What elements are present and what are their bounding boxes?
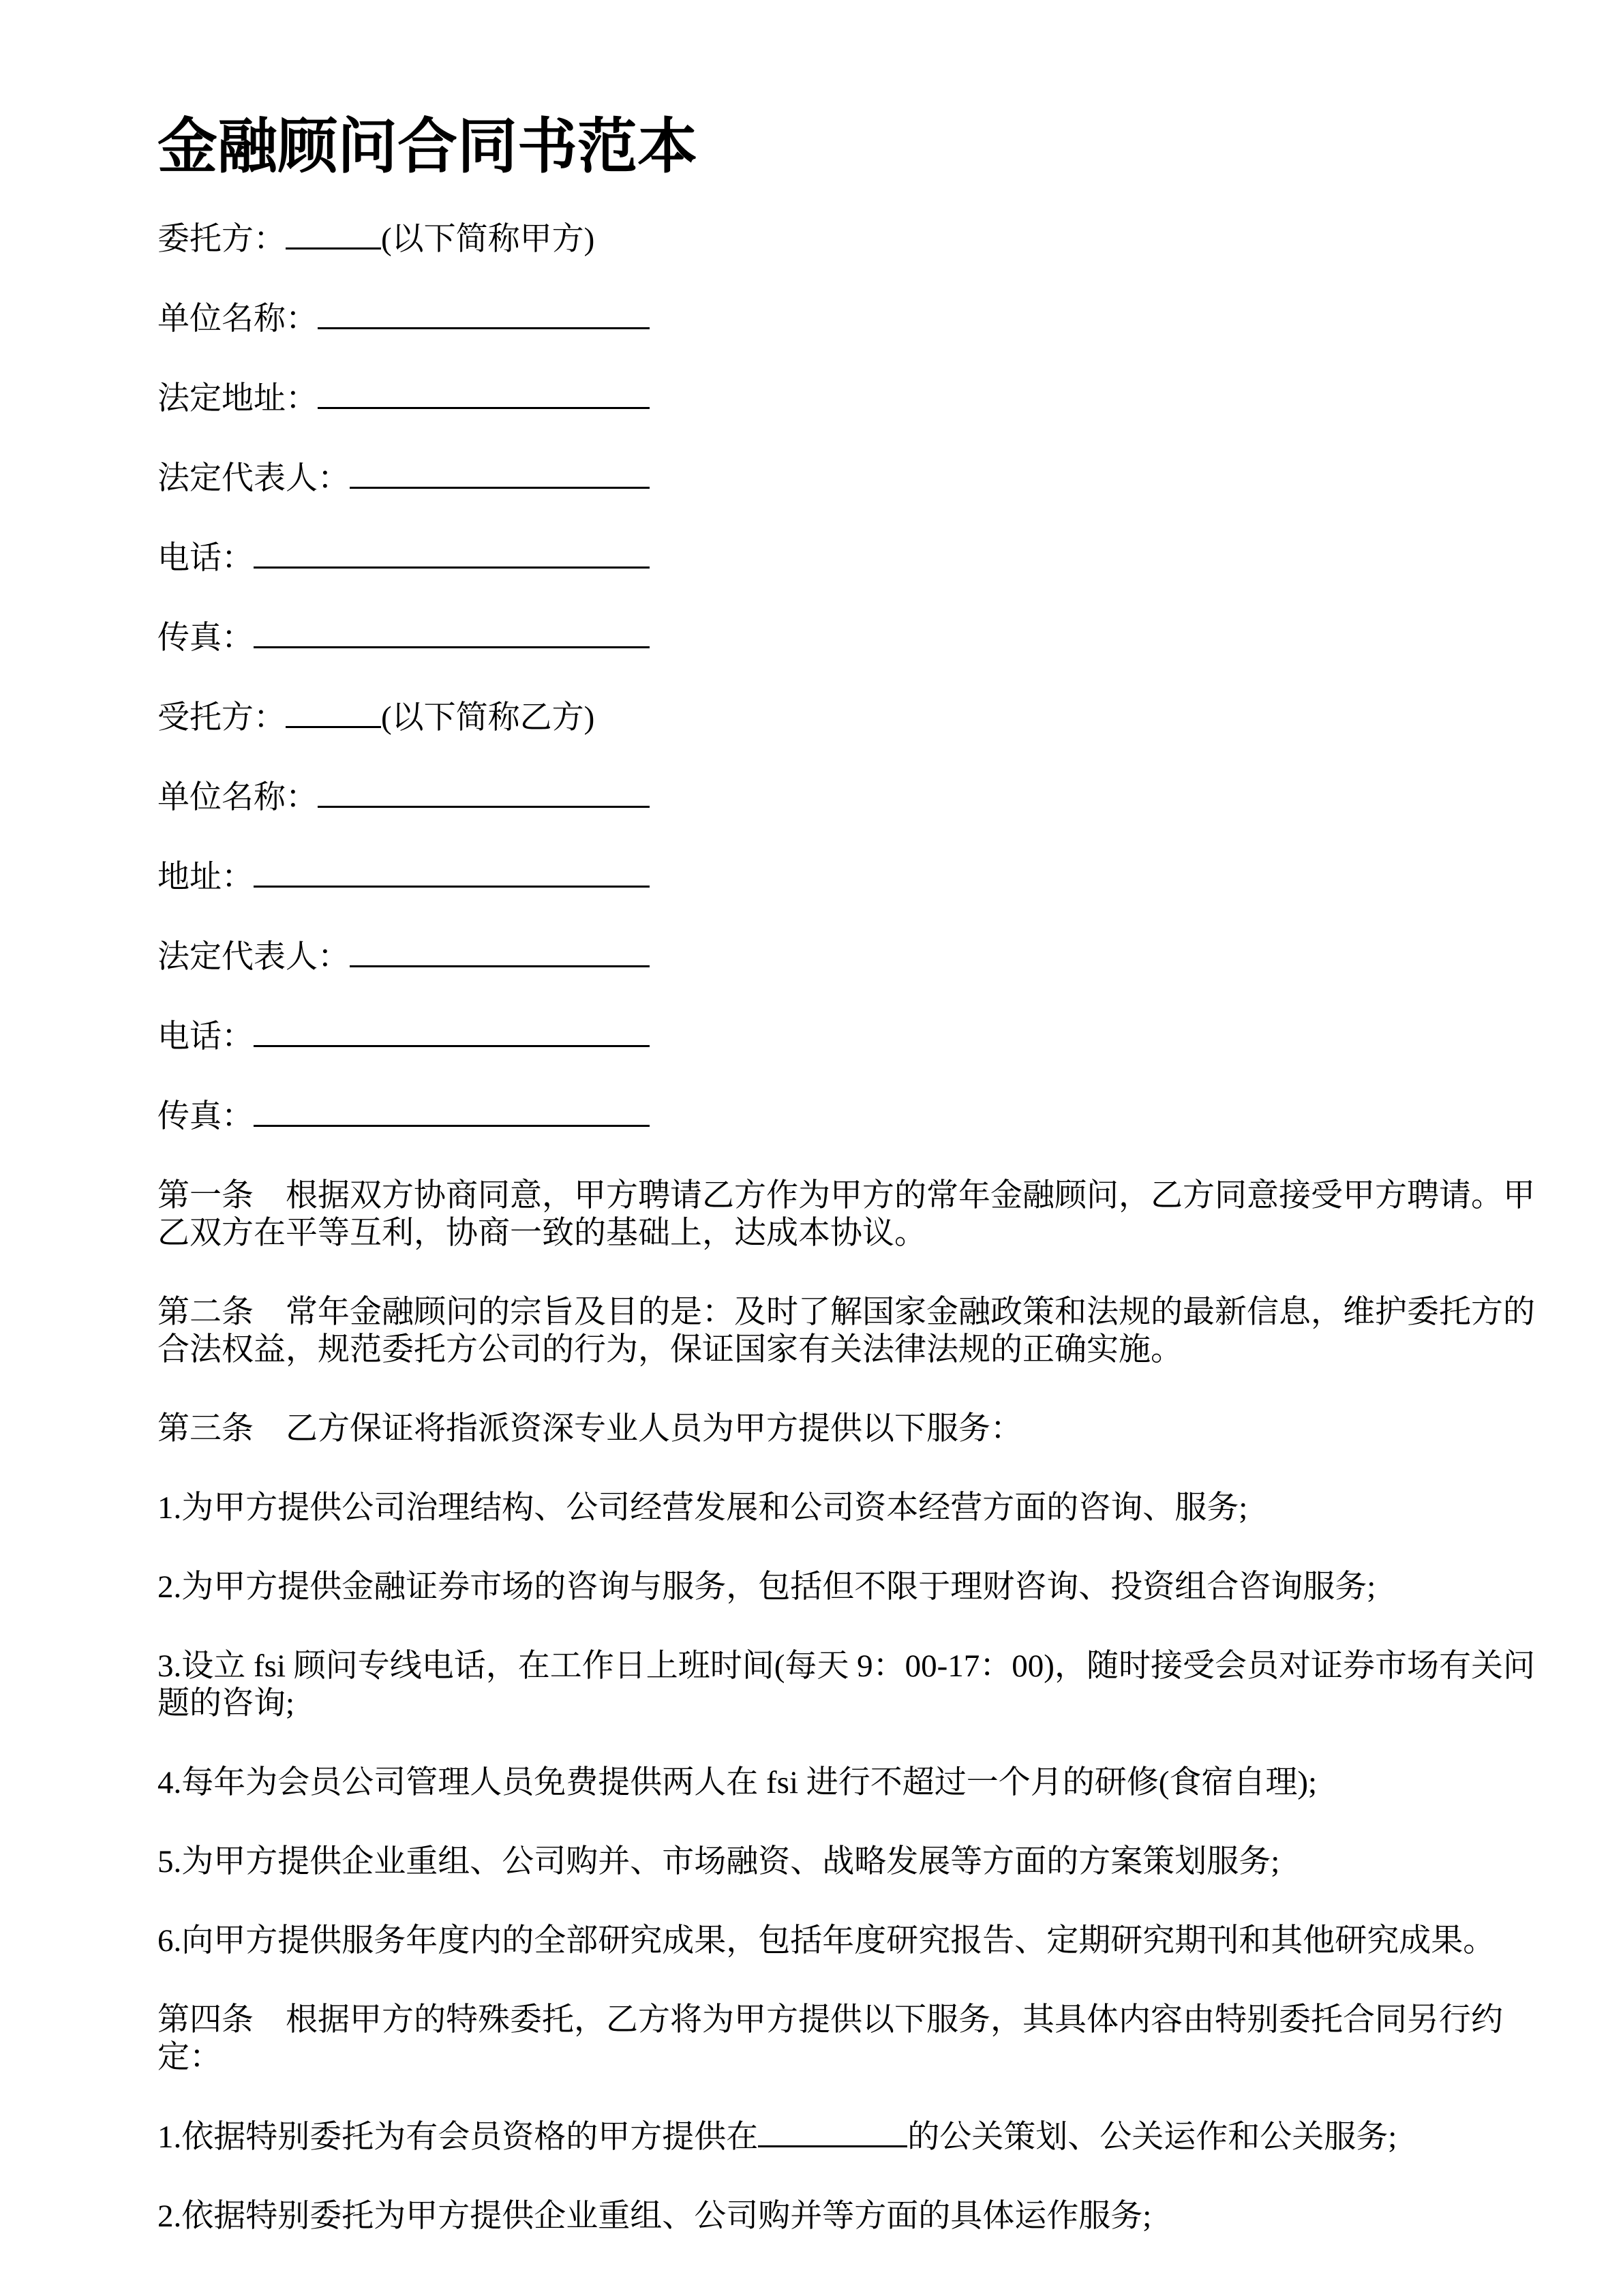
field-label: 电话： (157, 1019, 254, 1055)
field-row (157, 779, 1541, 817)
field-label: 法定代表人： (157, 939, 350, 975)
party-b-heading (157, 699, 1541, 737)
blank-line (350, 459, 650, 489)
field-row (157, 380, 1541, 418)
field-label: 传真： (157, 1099, 254, 1134)
service-item: 6.向甲方提供服务年度内的全部研究成果，包括年度研究报告、定期研究期刊和其他研究成果。 (157, 1923, 1496, 1959)
article-label: 第三条 (157, 1411, 254, 1447)
field-label: 单位名称： (157, 780, 318, 815)
article-text: 根据双方协商同意，甲方聘请乙方作为甲方的常年金融顾问，乙方同意接受甲方聘请。甲乙双方在平等互利，协商一致的基础上，达成本协议。 (157, 1178, 1535, 1251)
blank-line (254, 1098, 650, 1127)
blank-line (318, 779, 650, 808)
service-item: 1.为甲方提供公司治理结构、公司经营发展和公司资本经营方面的咨询、服务; (157, 1490, 1248, 1526)
article-label: 第四条 (157, 2002, 254, 2038)
blank-line (286, 220, 381, 250)
party-b-section (157, 699, 1541, 1136)
field-row (157, 619, 1541, 657)
blank-line (286, 699, 381, 728)
document-page (157, 114, 1541, 2277)
article-text: 根据甲方的特殊委托，乙方将为甲方提供以下服务，其具体内容由特别委托合同另行约定： (157, 2002, 1503, 2075)
special-service-item: 2.依据特别委托为甲方提供企业重组、公司购并等方面的具体运作服务; (157, 2199, 1152, 2234)
field-label: 法定代表人： (157, 461, 350, 496)
field-label: 地址： (157, 860, 254, 895)
field-label: 单位名称： (157, 301, 318, 337)
field-row (157, 938, 1541, 976)
blank-line (254, 1018, 650, 1047)
field-row (157, 1018, 1541, 1056)
field-label: 法定地址： (157, 381, 318, 417)
document-title: 金融顾问合同书范本 (157, 115, 698, 181)
blank-line (318, 380, 650, 409)
blank-line (254, 858, 650, 888)
suffix: (以下简称乙方) (381, 700, 595, 736)
blank-line (350, 938, 650, 967)
field-row (157, 858, 1541, 896)
article-1 (157, 1177, 1541, 1252)
field-label: 传真： (157, 620, 254, 656)
field-label: 电话： (157, 541, 254, 576)
suffix: (以下简称甲方) (381, 222, 595, 257)
article-4 (157, 2002, 1541, 2076)
blank-line (254, 539, 650, 569)
blank-line (758, 2118, 907, 2147)
label: 委托方： (157, 222, 286, 257)
field-row (157, 459, 1541, 498)
blank-line (318, 300, 650, 329)
field-row (157, 539, 1541, 577)
blank-line (254, 619, 650, 648)
service-item: 4.每年为会员公司管理人员免费提供两人在 fsi 进行不超过一个月的研修(食宿自理); (157, 1765, 1318, 1800)
article-label: 第二条 (157, 1295, 254, 1330)
item-text: 的公关策划、公关运作和公关服务; (907, 2119, 1397, 2155)
articles (157, 1177, 1541, 2235)
article-label: 第一条 (157, 1178, 254, 1213)
field-row (157, 300, 1541, 338)
item-text: 1.依据特别委托为有会员资格的甲方提供在 (157, 2119, 759, 2155)
field-row (157, 1098, 1541, 1136)
article-2 (157, 1294, 1541, 1369)
article-text: 乙方保证将指派资深专业人员为甲方提供以下服务： (286, 1411, 1022, 1447)
label: 受托方： (157, 700, 286, 736)
article-text: 常年金融顾问的宗旨及目的是：及时了解国家金融政策和法规的最新信息，维护委托方的合法权益，规范委托方公司的行为，保证国家有关法律法规的正确实施。 (157, 1295, 1535, 1368)
special-service-item (157, 2118, 1541, 2156)
service-item: 3.设立 fsi 顾问专线电话，在工作日上班时间(每天 9：00-17：00)，随时接受会员对证券市场有关问题的咨询; (157, 1648, 1535, 1721)
service-item: 5.为甲方提供企业重组、公司购并、市场融资、战略发展等方面的方案策划服务; (157, 1844, 1280, 1879)
party-a-heading (157, 220, 1541, 258)
article-3 (157, 1410, 1541, 1448)
party-a-section (157, 220, 1541, 657)
service-item: 2.为甲方提供金融证券市场的咨询与服务，包括但不限于理财咨询、投资组合咨询服务; (157, 1569, 1376, 1605)
